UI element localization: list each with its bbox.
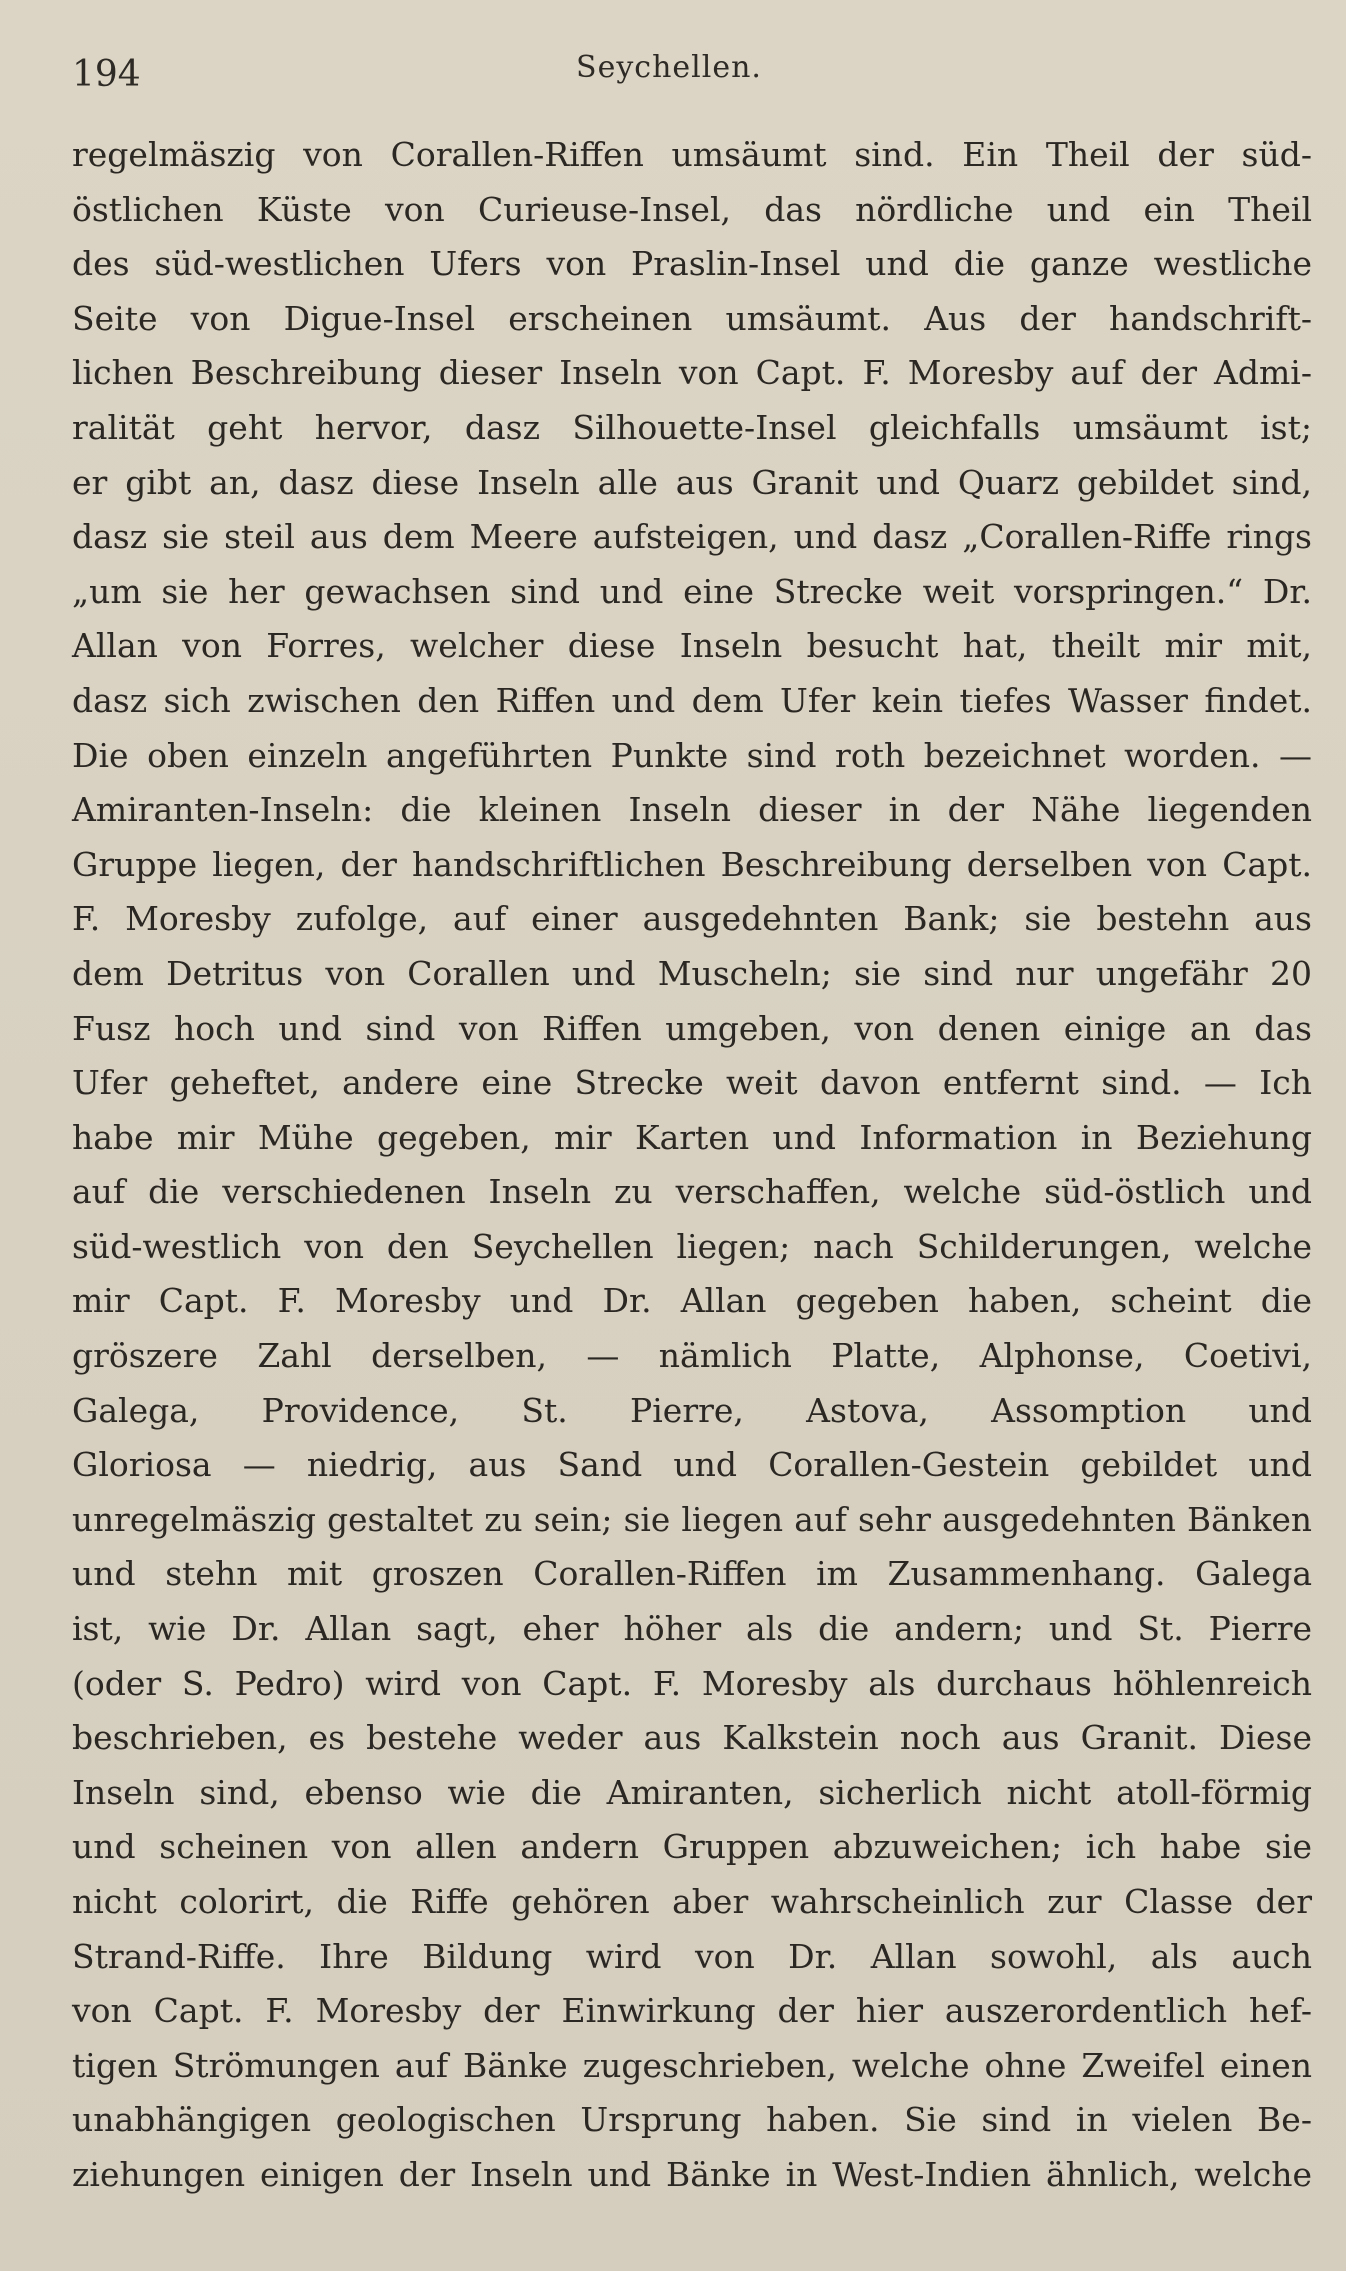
text-line: ralität geht hervor, dasz Silhouette-Insel gleichfalls umsäumt ist; (72, 407, 1312, 447)
text-line: süd-westlich von den Seychellen liegen; nach Schilderungen, welche (72, 1226, 1312, 1266)
text-line: „um sie her gewachsen sind und eine Strecke weit vorspringen.“ Dr. (72, 571, 1312, 611)
text-line: F. Moresby zufolge, auf einer ausgedehnten Bank; sie bestehn aus (72, 899, 1312, 939)
text-line: Fusz hoch und sind von Riffen umgeben, von denen einige an das (72, 1008, 1312, 1048)
text-line: ist, wie Dr. Allan sagt, eher höher als die andern; und St. Pierre (72, 1609, 1312, 1649)
running-title: Seychellen. (576, 50, 762, 85)
text-line: er gibt an, dasz diese Inseln alle aus Granit und Quarz gebildet sind, (72, 462, 1312, 502)
text-line: tigen Strömungen auf Bänke zugeschrieben, welche ohne Zweifel einen (72, 2045, 1312, 2085)
page-header (72, 50, 1316, 100)
text-line: von Capt. F. Moresby der Einwirkung der hier auszerordentlich hef- (72, 1991, 1312, 2031)
text-line: Amiranten-Inseln: die kleinen Inseln dieser in der Nähe liegenden (72, 790, 1312, 830)
text-line: Gloriosa — niedrig, aus Sand und Corallen-Gestein gebildet und (72, 1445, 1312, 1485)
text-line: beschrieben, es bestehe weder aus Kalkstein noch aus Granit. Diese (72, 1718, 1312, 1758)
text-line: Galega, Providence, St. Pierre, Astova, Assomption und (72, 1390, 1312, 1430)
text-line: nicht colorirt, die Riffe gehören aber wahrscheinlich zur Classe der (72, 1882, 1312, 1921)
text-line: mir Capt. F. Moresby und Dr. Allan gegeben haben, scheint die (72, 1281, 1312, 1321)
text-line: unregelmäszig gestaltet zu sein; sie liegen auf sehr ausgedehnten Bänken (72, 1500, 1312, 1539)
text-line: dem Detritus von Corallen und Muscheln; sie sind nur ungefähr 20 (72, 953, 1312, 993)
text-line: Inseln sind, ebenso wie die Amiranten, sicherlich nicht atoll-förmig (72, 1772, 1312, 1812)
text-line: Allan von Forres, welcher diese Inseln besucht hat, theilt mir mit, (72, 626, 1312, 666)
text-line: regelmäszig von Corallen-Riffen umsäumt sind. Ein Theil der süd- (72, 135, 1312, 174)
text-line: und stehn mit groszen Corallen-Riffen im Zusammenhang. Galega (72, 1554, 1312, 1594)
text-line: lichen Beschreibung dieser Inseln von Capt. F. Moresby auf der Admi- (72, 353, 1312, 393)
text-line: habe mir Mühe gegeben, mir Karten und Information in Beziehung (72, 1117, 1312, 1157)
text-line: Strand-Riffe. Ihre Bildung wird von Dr. Allan sowohl, als auch (72, 1936, 1312, 1976)
text-line: dasz sie steil aus dem Meere aufsteigen, und dasz „Corallen-Riffe rings (72, 517, 1312, 557)
text-line: ziehungen einigen der Inseln und Bänke in West-Indien ähnlich, welche (72, 2154, 1312, 2194)
text-line: auf die verschiedenen Inseln zu verschaffen, welche süd-östlich und (72, 1172, 1312, 1212)
text-line: dasz sich zwischen den Riffen und dem Ufer kein tiefes Wasser findet. (72, 680, 1312, 720)
page-number: 194 (72, 54, 141, 95)
body-text (72, 128, 1312, 2203)
text-line: Seite von Digue-Insel erscheinen umsäumt. Aus der handschrift- (72, 298, 1312, 338)
text-line: (oder S. Pedro) wird von Capt. F. Moresby als durchaus höhlenreich (72, 1663, 1312, 1703)
text-line: östlichen Küste von Curieuse-Insel, das nördliche und ein Theil (72, 189, 1312, 229)
text-line: und scheinen von allen andern Gruppen abzuweichen; ich habe sie (72, 1827, 1312, 1867)
text-line: Ufer geheftet, andere eine Strecke weit davon entfernt sind. — Ich (72, 1063, 1312, 1103)
text-line: des süd-westlichen Ufers von Praslin-Insel und die ganze westliche (72, 244, 1312, 284)
text-line: unabhängigen geologischen Ursprung haben. Sie sind in vielen Be- (72, 2100, 1312, 2140)
text-line: Gruppe liegen, der handschriftlichen Beschreibung derselben von Capt. (72, 844, 1312, 884)
text-line: grös​zere Zahl derselben, — nämlich Platte, Alphonse, Coetivi, (72, 1336, 1312, 1376)
text-line: Die oben einzeln angeführten Punkte sind roth bezeichnet worden. — (72, 735, 1312, 775)
